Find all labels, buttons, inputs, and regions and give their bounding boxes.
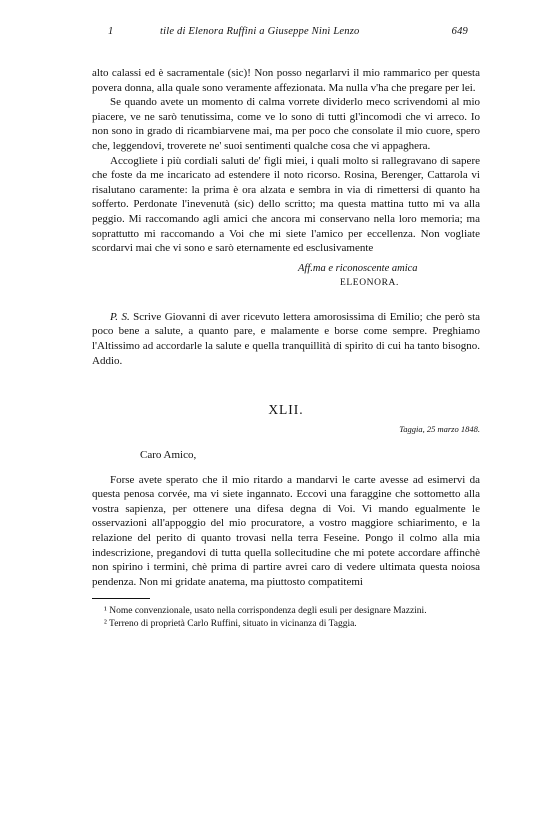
page-number: 649: [451, 26, 468, 37]
postscript-label: P. S.: [110, 310, 130, 323]
letter-number: XLII.: [268, 402, 304, 418]
page-number-left: 1: [108, 26, 114, 37]
footnote-rule: [92, 598, 150, 599]
postscript: [92, 310, 480, 368]
signature: ELEONORA.: [340, 277, 399, 288]
page-body: [92, 66, 480, 630]
footnote: ² Terreno di proprietà Carlo Ruffini, situato in vicinanza di Taggia.: [104, 618, 357, 629]
paragraph: Se quando avete un momento di calma vorrete dividerlo meco scrivendomi al mio piacere, ve ne sarò tenutissima, come ve lo sono di tutti gl'incomodi che vi arreco. Io non sono in grado di ricambiarvene mai, ma per poco che consolate il mio cuore, spero che, leggendovi, troverete ne' suoi sentimenti qualche cosa che vi appaghera.: [92, 96, 480, 152]
closing-formula: Aff.ma e riconoscente amica: [298, 262, 418, 274]
letter-body: Forse avete sperato che il mio ritardo a mandarvi le carte avesse ad esimervi da questa penosa corvée, ma vi siete ingannato. Eccovi una faraggine che sottometto alla vostra sapienza, per ottenere una difesa degna di Voi. Vi mando egualmente le osservazioni all'appoggio del mio procuratore, a vostro maggiore schiarimento, e la relazione del perito di quanto trovasi nella terra Feseine. Pongo il colmo alla mia indescrizione, pregandovi di tutta quella sollecitudine che mi potete accordare affinchè non spirino i termini, chè prima di partire avrei caro di vedere ultimata questa noiosa pendenza. Non mi gridate anatema, ma piuttosto compatitemi: [92, 473, 480, 588]
paragraph: alto calassi ed è sacramentale (sic)! Non posso negarlarvi il mio rammarico per questa povera donna, alla quale sono veramente affezionata. Ma nulla v'ha che pregare per lei.: [92, 67, 480, 94]
salutation: Caro Amico,: [140, 449, 197, 462]
running-title: tile di Elenora Ruffini a Giuseppe Ninì Lenzo: [160, 26, 360, 37]
letter-dateline: Taggia, 25 marzo 1848.: [399, 424, 480, 435]
footnote: ¹ Nome convenzionale, usato nella corrispondenza degli esuli per designare Mazzini.: [104, 606, 427, 617]
running-header: [108, 26, 468, 42]
postscript-text: Scrive Giovanni di aver ricevuto lettera amorosissima di Emilio; che però sta poco bene a salute, a quanto pare, e malamente e borse come sempre. Preghiamo l'Altissimo ad accordarle la salute e quella tranquillità di spirito di cui ha tanto bisogno. Addio.: [92, 310, 481, 367]
paragraph: Accogliete i più cordiali saluti de' figli miei, i quali molto si rallegravano di sapere che foste da me incaricato ad estendere il noto ricorso. Rosina, Berenger, Cattarola vi risalutano caramente: la prima è ora alzata e sembra in via di rimettersi di quanto ha sofferto. Perdonate l'inevenutà (sic) dello scritto; ma questa mattina tutto mi va alla peggio. Mi raccomando agli amici che ancora mi conservano nella loro memoria; ma soprattutto mi raccomando a Voi che mi siete l'amico per eccellenza. Non vogliate scordarvi mai che vi sono e sarò eternamente ed esclusivamente: [92, 154, 480, 255]
